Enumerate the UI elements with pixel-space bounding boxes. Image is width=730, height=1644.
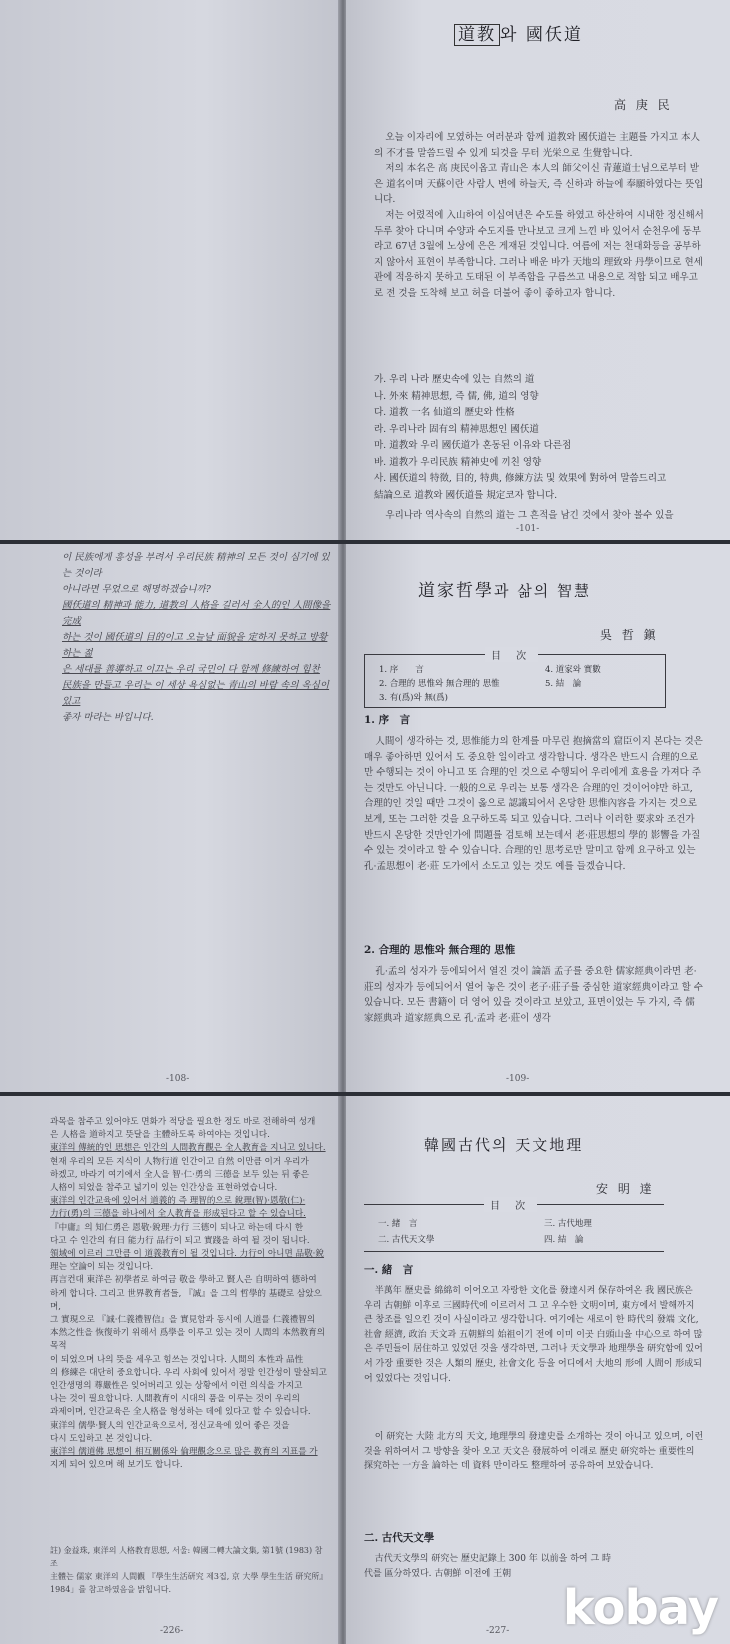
page-spread-3: [0, 1096, 730, 1644]
toc-item: 1. 序 言: [379, 665, 424, 675]
section-heading: 2. 合理的 思惟와 無合理的 思惟: [364, 944, 516, 956]
toc-label: 目 次: [485, 647, 538, 662]
author-name: 吳 哲 鎭: [600, 628, 659, 642]
list-item: 마. 道教와 우리 國仸道가 혼동된 이유와 다른점: [374, 440, 572, 451]
toc-item: 4. 道家와 實數: [545, 665, 601, 675]
body-paragraph: 이 研究는 大陸 北方의 天文, 地理學의 發達史를 소개하는 것이 아니고 있으며, 이런 것을 위하여서 그 방향을 찾아 오고 天文은 發展하여 이래로 歷史 研究하는 重要性의 探究하는 一方을 論하는 데 資料 만이라도 整理하여 공유하여 보았습니다.: [364, 1432, 704, 1472]
title-boxed-word: 道教: [454, 24, 500, 46]
toc-item: 二. 古代天文學: [378, 1235, 435, 1245]
section-heading: 二. 古代天文學: [364, 1532, 435, 1544]
page-number: -109-: [506, 1074, 530, 1084]
handwritten-text: 이 民族에게 흥성을 부려서 우리民族 精神의 모든 것이 심기에 있는 것이라 아니라면 무었으로 해명하겠습니까? 國仸道의 精神과 能力, 道教의 人格을 길러서 全人的인 人間像을 完成 하는 것이 國仸道의 目的이고 오늘날 面貌을 定하지 못하고 방황하는 젊 은 세대를 善導하고 이끄는 우리 국민이 다 함께 修練하여 힘찬 民族을 만들고 우리는 이 세상 욕심없는 青山의 바람 속의 옥심이 있고 좋자 마라는 바입니다.: [62, 552, 331, 723]
article-title: 道教 와 國仸道: [454, 20, 583, 45]
intro-paragraph: 저는 어렸적에 入山하여 이십여년은 수도를 하였고 하산하여 시내한 정신해서 두루 찾아 다니며 수양과 수도지를 만나보고 크게 느낀 바 있어서 순천우에 동부라고 67년 3월에 노상에 은은 게재된 것입니다. 여름에 저는 천대화등을 공부하지 않아서 표현이 부족합니다. 그러나 배운 바가 天地의 理致와 丹學이므로 현세관에 적응하지 못하고 도태된 이 부족함을 구름쓰고 내용으로 적합 되고 배우고로 전 것을 도착해 보고 허을 더불어 좋이 좋하고자 합니다.: [374, 209, 704, 299]
body-paragraph: 人間이 생각하는 것, 思惟能力의 한계를 마무린 抱摘當의 窟臣이지 본다는 것은 매우 좋아하면 있어서 도 중요한 일이라고 생각합니다. 생각은 반드시 合理的으로만 수행되는 것이 아니고 또 合理的인 것으로 수행되어 우리에게 효용을 가져다 주는 것만도 아닌니다. 一般的으로 우리는 보통 생각은 合理的인 것이어야만 하고, 合理的인 것일 때만 그것이 옳으로 認識되어서 온당한 思惟內容을 가지는 것으로 보게, 또는 그러한 것을 요구하도록 되고 있습니다. 그러나 이러한 要求와 조건가 반드시 온당한 것만인가에 問題를 검토해 보는데서 老·莊思想의 學的 影響을 가질 수 있는 것이라고 할 수 있습니다. 合理的인 思考로만 말미고 함께 요구하고 있는 孔·孟思想이 老·莊 도가에서 소도고 있는 것도 예를 들겠습니다.: [364, 736, 703, 872]
list-item: 나. 外來 精神思想, 즉 儒, 佛, 道의 영향: [374, 390, 539, 402]
list-item: 라. 우리나라 固有의 精神思想인 國仸道: [374, 423, 539, 435]
list-item: 結論으로 道教와 國仸道를 規定코자 합니다.: [374, 489, 558, 501]
left-page-blank: [0, 0, 340, 540]
page-number: -101-: [516, 524, 540, 534]
page-number: -108-: [166, 1074, 190, 1084]
article-title: 韓國古代의 天文地理: [424, 1136, 584, 1154]
section-heading: 1. 序 言: [364, 714, 411, 726]
toc-item: 一. 緒 言: [378, 1219, 418, 1229]
right-page: [346, 0, 730, 540]
left-page: [0, 544, 340, 1092]
list-item: 가. 우리 나라 歷史속에 있는 自然의 道: [374, 374, 535, 385]
toc-label: 目 次: [484, 1197, 537, 1212]
right-page: [346, 1096, 730, 1644]
article-title: 道家哲學과 삶의 智慧: [418, 581, 592, 601]
section-heading: 一. 緒 言: [364, 1264, 414, 1276]
toc-item: 三. 古代地理: [544, 1219, 592, 1229]
kobay-watermark-logo: kobay: [562, 1580, 718, 1636]
left-page: [0, 1096, 340, 1644]
toc-item: 2. 合理的 思惟와 無合理的 思惟: [379, 679, 500, 689]
body-text: 과목을 참주고 있어야도 면화가 적당을 필요한 정도 바로 전해하여 성개 은 人格을 道하지고 뜻달을 主體하도록 하여야는 것입니다. 東洋의 傳統的인 思想은 인간의 人間教育觀은 全人教育을 지니고 있니다. 현재 우리의 모든 지식이 人物行道 인간이고 自然 이만큼 이거 우리가 하겠고, 바라기 여기에서 全人을 智·仁·勇의 三德을 보두 있는 뒤 좋은 人格이 되었을 참주고 넓기이 있는 인간상을 표현하였습니다. 東洋의 인간교육에 있어서 道義的 즉 理智的으로 銳理(智)·恩敬(仁)· 力行(勇)의 三德을 하나에서 全人教育을 形成된다고 할 수 있습니다. 『中庸』의 知仁勇은 恩敬·銳理·力行 三德이 되나고 하는데 다시 한 다고 수 인간의 有日 能力行 品行이 되고 實踐을 하여 될 것이 됩니다. 領域에 이르러 그만큼 이 道義教育이 될 것입니다. 力行이 아니면 品敬·銳 理는 空論이 되는 것입니다. 再言컨대 東洋은 初學者로 하여금 敬을 學하고 賢人은 自明하여 德하여 하게 합니다. 그리고 世界教育者들, 『誠』을 그의 哲學的 基礎로 삼았으며, 그 實現으로 『誠·仁義禮智信』을 實見함과 동시에 人道를 仁義禮智의 本然之性을 恢復하기 위해서 爲學을 이루고 있는 것이 人間의 本然教育의 목적 이 되었으며 나의 뜻을 세우고 힘쓰는 것입니다. 人間의 本性과 品性 의 修練은 대단히 중요합니다. 우리 사회에 있어서 정말 인간성이 말살되고 인간생명의 尊嚴性은 잊어버리고 있는 상황에서 이런 의식을 가지고 나는 것이 필요합니다. 人間教育이 시대의 품을 이루는 것이 우리의 과제이며, 인간교육은 全人格을 형성하는 데에 있다고 할 수 있습니다. 東洋의 儒學·賢人의 인간교육으로서, 정신교육에 있어 좋은 것을 다시 도입하고 본 것입니다. 東洋의 儒道佛 思想이 相互關係와 倫理觀念으로 많은 教育의 지표를 가 지게 되어 있으며 해 보기도 합니다.: [50, 1117, 327, 1471]
list-item: 사. 國仸道의 特徵, 目的, 特典, 修練方法 및 效果에 對하여 말씀드리고: [374, 473, 667, 484]
page-number: -226-: [160, 1626, 184, 1636]
toc-item: 5. 結 論: [545, 679, 582, 689]
list-item: 다. 道教 一名 仙道의 歷史와 性格: [374, 407, 515, 418]
intro-paragraph: 저의 本名은 高 庚民이옵고 青山은 本人의 師父이신 青蓮道士님으로부터 받은 道名이며 天蘇이란 사람人 변에 하늘天, 즉 신하과 하늘에 奉願하였다는 뜻입니다.: [374, 163, 704, 206]
right-page: [346, 544, 730, 1092]
topic-list: [374, 372, 704, 504]
page-number: -227-: [486, 1626, 510, 1636]
page-spread-2: [0, 544, 730, 1092]
body-paragraph: 古代天文學의 研究는 歷史記錄上 300 年 以前을 하여 그 時代를 區分하였다. 古朝鮮 이전에 王朝: [364, 1554, 612, 1579]
author-name: 安 明 達: [596, 1182, 655, 1196]
table-of-contents: [364, 651, 666, 708]
body-paragraph: 半萬年 歷史를 綿綿히 이어오고 자랑한 文化를 發達시켜 保存하여온 我 國民族은 우리 古朝鮮 이후로 三國時代에 이르러서 그 고 우수한 文明이며, 東方에서 발해까지 큰 창조를 일으킨 것이 사실이라고 생각합니다. 여기에는 새로이 한 時代의 發端 文化, 社會 經濟, 政治 天文과 五朝鮮의 始祖이기 전에 이미 이곳 白頭山을 中心으로 하여 많은 주민들이 居住하고 있었던 것을 생각하면, 그러나 天文學과 地理學을 研究함에 있어서 가장 重要한 것은 人類의 歷史, 社會文化 등을 어디에서 大地의 形에 人間이 形成되어 있었다는 것입니다.: [364, 1286, 703, 1384]
toc-item: 四. 結 論: [544, 1235, 584, 1245]
author-name: 高 庚 民: [614, 98, 673, 112]
body-paragraph: 孔·孟의 성자가 등에되어서 열진 것이 論語 孟子를 중요한 儒家經典이라면 老·莊의 성자가 등에되어서 열어 놓은 것이 老子·莊子를 중심한 道家經典이라고 할 수 있습니다. 모든 書籍이 더 영어 있을 것이라고 보았고, 표면이었는 두 가지, 즉 儒家經典과 道家經典으로 孔·孟과 老·莊이 생각: [364, 966, 703, 1024]
page-spread-1: [0, 0, 730, 540]
table-of-contents: [364, 1201, 664, 1252]
intro-paragraphs: [374, 130, 704, 302]
list-item: 바. 道教가 우리民族 精神史에 끼친 영향: [374, 456, 542, 468]
footnote: 註) 金益珠, 東洋의 人格教育思想, 서울: 韓國二轉大論文集, 第1號 (1983) 참조 主體는 儒家 東洋의 人間觀 『學生生活研究 제3집, 京 大學 學生生活 研究所』 1984」를 참고하였음을 밝힙니다.: [50, 1546, 328, 1594]
toc-item: 3. 有(爲)와 無(爲): [379, 693, 448, 703]
closing-paragraph: 우리나라 역사속의 自然의 道는 그 흔적을 남긴 것에서 찾아 볼수 있을: [385, 510, 674, 521]
intro-paragraph: 오늘 이자리에 모였하는 여러분과 함께 道教와 國仸道는 主題를 가지고 本人의 不才를 말씀드릴 수 있게 되것을 무터 光栄으로 生覺합니다.: [374, 132, 700, 159]
